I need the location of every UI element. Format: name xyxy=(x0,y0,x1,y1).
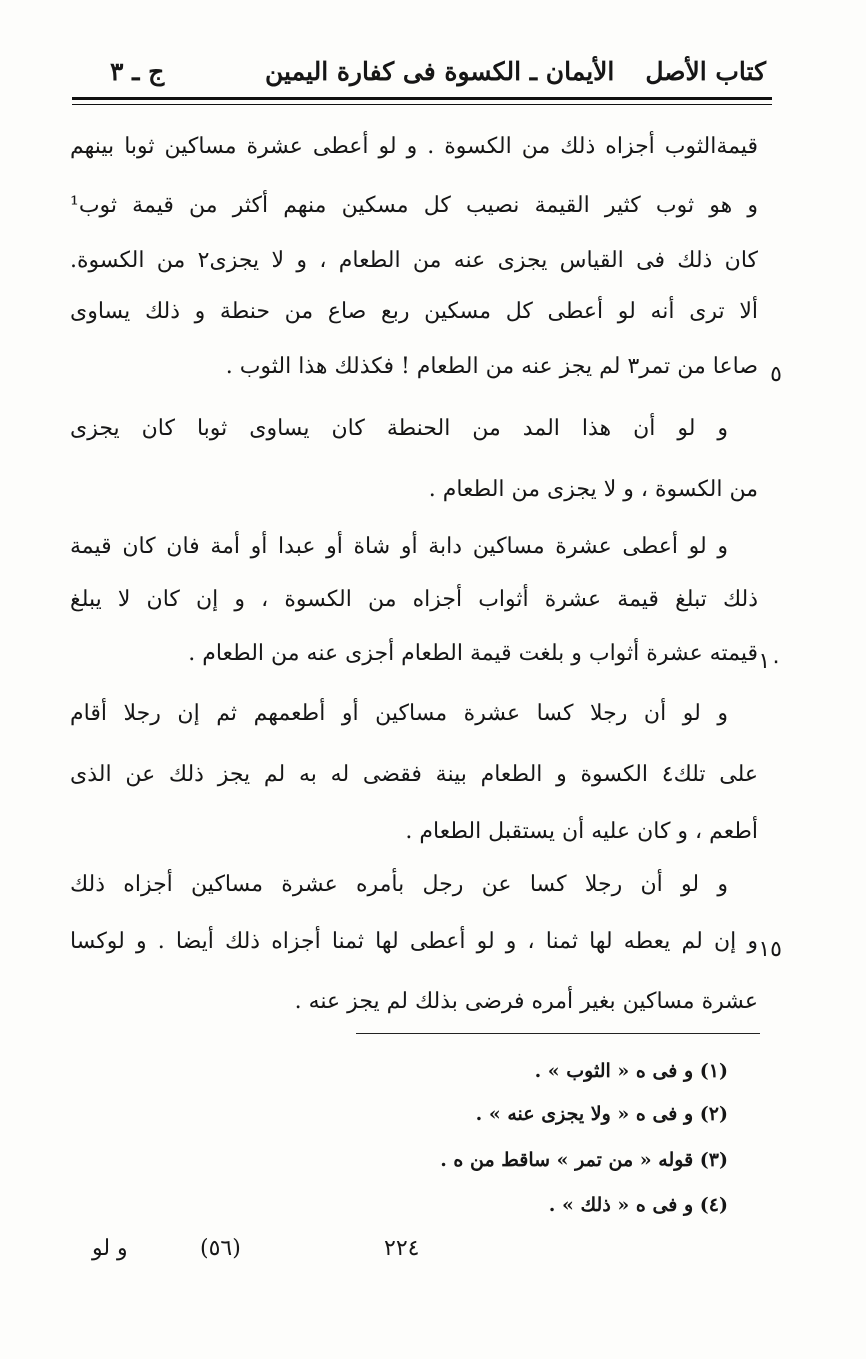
body-line: و إن لم يعطه لها ثمنا ، و لو أعطى لها ثمنا أجزاه ذلك أيضا . و لوكسا xyxy=(70,929,758,954)
header-rule-thick xyxy=(72,97,772,100)
footnote: (٤) و فى ه « ذلك » . xyxy=(548,1194,728,1216)
body-line: كان ذلك فى القياس يجزى عنه من الطعام ، و لا يجزى٢ من الكسوة. xyxy=(70,248,758,273)
body-line: و لو أن رجلا كسا عشرة مساكين أو أطعمهم ثم إن رجلا أقام xyxy=(70,701,728,726)
body-line: قيمته عشرة أثواب و بلغت قيمة الطعام أجزى عنه من الطعام . xyxy=(188,641,758,666)
body-line: قيمةالثوب أجزاه ذلك من الكسوة . و لو أعطى عشرة مساكين ثوبا بينهم xyxy=(70,134,758,159)
footnote: (٢) و فى ه « ولا يجزى عنه » . xyxy=(475,1103,728,1125)
body-line: أطعم ، و كان عليه أن يستقبل الطعام . xyxy=(405,819,758,844)
body-line: ذلك تبلغ قيمة عشرة أثواب أجزاه من الكسوة ، و إن كان لا يبلغ xyxy=(70,587,758,612)
signature-mark: (٥٦) xyxy=(200,1236,241,1261)
body-line: عشرة مساكين بغير أمره فرضى بذلك لم يجز عنه . xyxy=(294,989,758,1014)
body-line: و لو أن رجلا كسا عن رجل بأمره عشرة مساكين أجزاه ذلك xyxy=(70,872,728,897)
line-number: ١٠ xyxy=(758,649,782,674)
body-line: و هو ثوب كثير القيمة نصيب كل مسكين منهم أكثر من قيمة ثوب¹ xyxy=(70,193,758,218)
body-line: و لو أعطى عشرة مساكين دابة أو شاة أو عبدا أو أمة فان كان قيمة xyxy=(70,534,728,559)
page-number: ٢٢٤ xyxy=(384,1236,420,1261)
body-line: ألا ترى أنه لو أعطى كل مسكين ربع صاع من حنطة و ذلك يساوى xyxy=(70,299,758,324)
volume-label: ج ـ ٣ xyxy=(110,57,165,86)
book-title: كتاب الأصل xyxy=(645,57,766,86)
body-line: على تلك٤ الكسوة و الطعام بينة فقضى له به لم يجز ذلك عن الذى xyxy=(70,762,758,787)
body-line: صاعا من تمر٣ لم يجز عنه من الطعام ! فكذلك هذا الثوب . xyxy=(225,354,758,379)
footnote: (١) و فى ه « الثوب » . xyxy=(534,1060,728,1082)
catchword: و لو xyxy=(92,1236,128,1261)
header-rule-thin xyxy=(72,104,772,105)
line-number: ١٥ xyxy=(758,937,782,962)
chapter-heading: الأيمان ـ الكسوة فى كفارة اليمين xyxy=(265,57,615,86)
body-line: و لو أن هذا المد من الحنطة كان يساوى ثوبا كان يجزى xyxy=(70,416,728,441)
body-line: من الكسوة ، و لا يجزى من الطعام . xyxy=(428,477,758,502)
footnote-rule xyxy=(356,1033,760,1034)
footnote: (٣) قوله « من تمر » ساقط من ه . xyxy=(440,1149,728,1171)
line-number: ٥ xyxy=(770,362,782,387)
